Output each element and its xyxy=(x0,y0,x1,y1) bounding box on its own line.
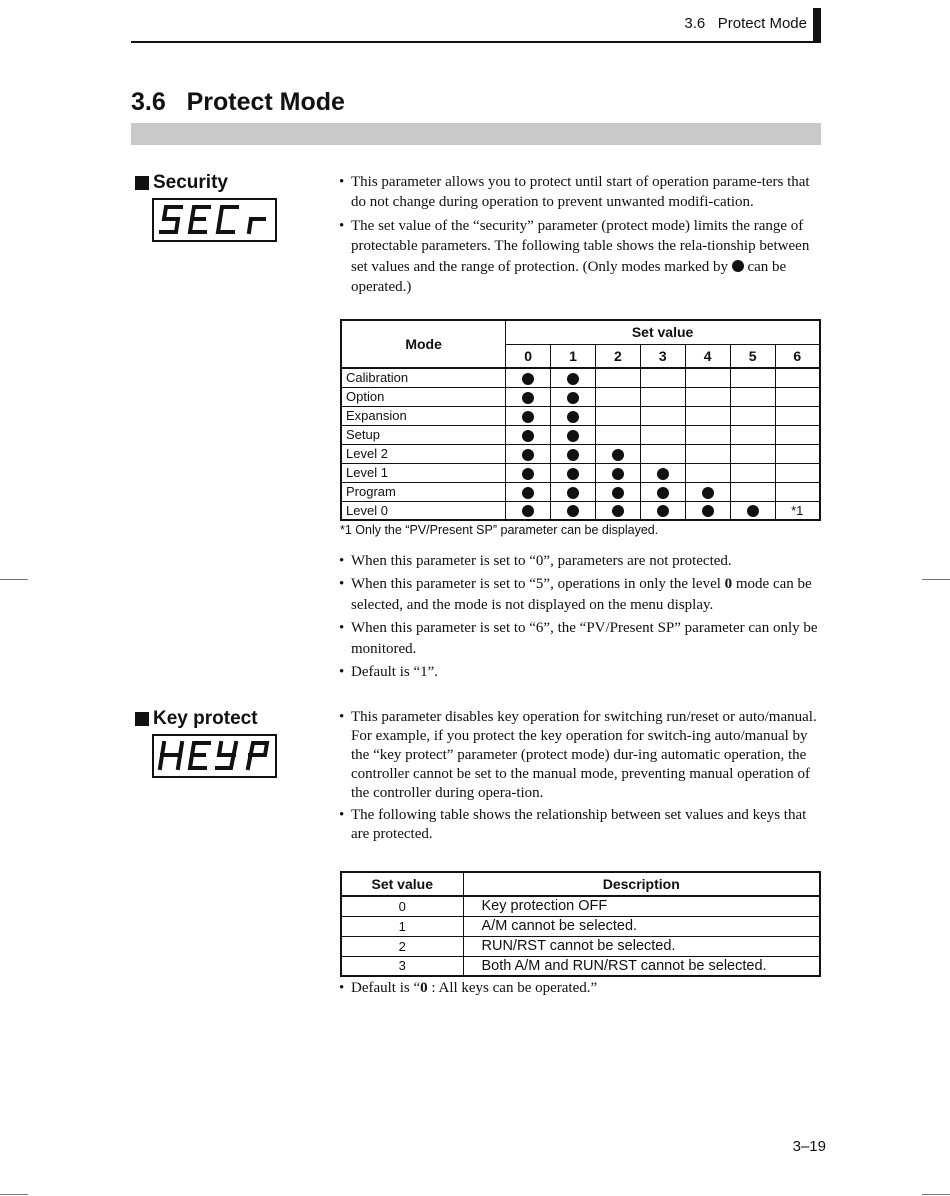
filled-circle-icon xyxy=(702,487,714,499)
set-value-cell xyxy=(506,463,551,482)
set-value-cell xyxy=(506,368,551,387)
security-bullet-4 xyxy=(337,574,821,615)
set-value-cell xyxy=(551,368,596,387)
security-table-body xyxy=(341,368,820,520)
key-protect-default-bullet xyxy=(337,978,821,998)
set-value-cell xyxy=(730,444,775,463)
page-number: 3–19 xyxy=(792,1138,826,1155)
set-value-cell xyxy=(775,444,820,463)
key-table-description: Key protection OFF xyxy=(463,896,820,916)
running-header-title: 3.6 Protect Mode xyxy=(684,15,807,32)
filled-circle-icon xyxy=(612,468,624,480)
set-value-cell xyxy=(551,387,596,406)
set-value-cell xyxy=(551,482,596,501)
crop-mark-bottom-left xyxy=(0,1194,28,1195)
set-value-cell xyxy=(506,425,551,444)
set-value-cell xyxy=(506,501,551,520)
filled-circle-icon xyxy=(657,468,669,480)
set-value-cell xyxy=(685,463,730,482)
security-footnote: *1 Only the “PV/Present SP” parameter can be displayed. xyxy=(340,523,659,537)
set-value-cell xyxy=(595,368,640,387)
key-protect-bullet-2: • The following table shows the relationship between set values and keys that are protected. xyxy=(337,806,821,844)
set-value-cell xyxy=(551,406,596,425)
set-value-cell xyxy=(551,501,596,520)
table-row xyxy=(341,406,820,425)
filled-circle-icon xyxy=(567,505,579,517)
set-value-cell xyxy=(506,406,551,425)
set-value-cell xyxy=(685,482,730,501)
set-value-cell xyxy=(506,482,551,501)
filled-circle-icon xyxy=(522,487,534,499)
set-value-col-header: 1 xyxy=(551,344,596,368)
key-table-value: 0 xyxy=(341,896,463,916)
set-value-cell xyxy=(775,406,820,425)
table-row xyxy=(341,956,820,976)
key-table-description: RUN/RST cannot be selected. xyxy=(463,936,820,956)
key-table-header-set-value: Set value xyxy=(341,872,463,896)
table-row xyxy=(341,387,820,406)
square-bullet-icon xyxy=(135,712,149,726)
key-protect-default xyxy=(337,978,821,1001)
mode-name: Setup xyxy=(341,425,506,444)
table-row xyxy=(341,444,820,463)
table-row xyxy=(341,896,820,916)
key-table-description: A/M cannot be selected. xyxy=(463,916,820,936)
set-value-cell xyxy=(640,425,685,444)
set-value-cell xyxy=(730,501,775,520)
set-value-cell xyxy=(775,463,820,482)
table-row xyxy=(341,463,820,482)
filled-circle-icon xyxy=(522,505,534,517)
set-value-cell xyxy=(730,368,775,387)
bullet-4-post: mode can be selected, and the mode is not displayed on the menu display. xyxy=(351,576,812,613)
key-table-header-description: Description xyxy=(463,872,820,896)
filled-circle-icon xyxy=(522,430,534,442)
crop-mark-bottom-right xyxy=(922,1194,950,1195)
mode-header: Mode xyxy=(341,320,506,368)
set-value-cell xyxy=(685,387,730,406)
mode-name: Expansion xyxy=(341,406,506,425)
filled-circle-icon xyxy=(612,487,624,499)
bullet-4-bold: 0 xyxy=(724,576,733,593)
filled-circle-icon xyxy=(567,373,579,385)
table-row xyxy=(341,936,820,956)
filled-circle-icon xyxy=(732,260,744,272)
filled-circle-icon xyxy=(612,505,624,517)
set-value-col-header: 0 xyxy=(506,344,551,368)
set-value-cell xyxy=(730,463,775,482)
filled-circle-icon xyxy=(657,505,669,517)
set-value-cell xyxy=(640,368,685,387)
filled-circle-icon xyxy=(657,487,669,499)
default-post: : All keys can be operated.” xyxy=(427,980,598,996)
key-protect-bullets xyxy=(337,708,821,847)
set-value-cell xyxy=(640,406,685,425)
security-bullet-2-text: The set value of the “security” parameter (protect mode) limits the range of protectable parameters. The following table shows the rela-tionship between set values and the range of protection. (Only modes marked by xyxy=(351,217,810,275)
set-value-cell xyxy=(506,444,551,463)
table-row xyxy=(341,425,820,444)
set-value-cell xyxy=(595,425,640,444)
set-value-cell xyxy=(595,406,640,425)
set-value-col-header: 6 xyxy=(775,344,820,368)
table-row xyxy=(341,482,820,501)
table-row xyxy=(341,501,820,520)
set-value-cell xyxy=(730,482,775,501)
set-value-cell xyxy=(595,501,640,520)
mode-name: Level 0 xyxy=(341,501,506,520)
security-bullet-2 xyxy=(337,216,821,298)
security-bullets-bottom xyxy=(337,551,821,685)
crop-mark-left xyxy=(0,579,28,580)
set-value-cell xyxy=(640,482,685,501)
set-value-cell xyxy=(730,387,775,406)
security-heading xyxy=(135,172,228,194)
mode-name: Level 1 xyxy=(341,463,506,482)
default-pre: Default is “ xyxy=(351,980,421,996)
set-value-cell xyxy=(595,463,640,482)
set-value-cell xyxy=(640,463,685,482)
set-value-col-header: 3 xyxy=(640,344,685,368)
mode-name: Level 2 xyxy=(341,444,506,463)
filled-circle-icon xyxy=(522,373,534,385)
section-title: 3.6 Protect Mode xyxy=(131,88,345,116)
set-value-cell xyxy=(551,463,596,482)
set-value-cell: *1 xyxy=(775,501,820,520)
set-value-cell xyxy=(685,425,730,444)
set-value-col-header: 5 xyxy=(730,344,775,368)
set-value-cell xyxy=(685,368,730,387)
key-protect-table xyxy=(340,871,821,977)
set-value-cell xyxy=(595,444,640,463)
header-tab-marker xyxy=(813,8,821,43)
set-value-col-header: 4 xyxy=(685,344,730,368)
set-value-cell xyxy=(595,387,640,406)
set-value-cell xyxy=(775,387,820,406)
set-value-cell xyxy=(730,425,775,444)
set-value-cell xyxy=(685,444,730,463)
key-protect-seven-seg-display xyxy=(152,734,277,778)
mode-name: Program xyxy=(341,482,506,501)
key-protect-heading xyxy=(135,708,258,730)
set-value-cell xyxy=(640,387,685,406)
table-row xyxy=(341,916,820,936)
security-seven-seg-display xyxy=(152,198,277,242)
key-protect-bullet-1: • This parameter disables key operation for switching run/reset or auto/manual. For example, if you protect the key operation for switch-ing auto/manual by the “key protect” parameter (protect mode) dur-ing automatic operation, the controller cannot be set to the manual mode, preventing manual operation of the controller during opera-tion. xyxy=(337,708,821,803)
filled-circle-icon xyxy=(522,449,534,461)
secr-segment-glyphs xyxy=(154,200,275,240)
set-value-cell xyxy=(595,482,640,501)
security-bullet-6: • Default is “1”. xyxy=(337,662,821,682)
crop-mark-right xyxy=(922,579,950,580)
security-heading-label: Security xyxy=(153,172,228,193)
security-bullet-2-tail: can be operated.) xyxy=(351,258,787,296)
set-value-cell xyxy=(775,482,820,501)
mode-name: Option xyxy=(341,387,506,406)
set-value-cell xyxy=(685,406,730,425)
mode-name: Calibration xyxy=(341,368,506,387)
set-value-cell xyxy=(640,444,685,463)
set-value-cell xyxy=(685,501,730,520)
bullet-4-pre: When this parameter is set to “5”, operations in only the level xyxy=(351,576,721,593)
security-bullet-5: • When this parameter is set to “6”, the “PV/Present SP” parameter can only be monitored. xyxy=(337,618,821,659)
set-value-cell xyxy=(775,425,820,444)
key-table-value: 3 xyxy=(341,956,463,976)
filled-circle-icon xyxy=(522,411,534,423)
filled-circle-icon xyxy=(612,449,624,461)
security-bullet-3: • When this parameter is set to “0”, parameters are not protected. xyxy=(337,551,821,571)
security-table xyxy=(340,319,821,521)
filled-circle-icon xyxy=(702,505,714,517)
filled-circle-icon xyxy=(567,392,579,404)
key-table-description: Both A/M and RUN/RST cannot be selected. xyxy=(463,956,820,976)
security-bullet-1: • This parameter allows you to protect until start of operation parame-ters that do not change during operation to prevent unwanted modifi-cation. xyxy=(337,172,821,213)
filled-circle-icon xyxy=(567,411,579,423)
filled-circle-icon xyxy=(522,392,534,404)
key-table-value: 1 xyxy=(341,916,463,936)
heyp-segment-glyphs xyxy=(154,736,275,776)
filled-circle-icon xyxy=(567,430,579,442)
key-table-value: 2 xyxy=(341,936,463,956)
set-value-cell xyxy=(551,444,596,463)
filled-circle-icon xyxy=(567,449,579,461)
set-value-cell xyxy=(640,501,685,520)
set-value-cell xyxy=(506,387,551,406)
square-bullet-icon xyxy=(135,176,149,190)
key-protect-heading-label: Key protect xyxy=(153,708,258,729)
default-bold: 0 xyxy=(420,980,428,996)
security-bullets-top xyxy=(337,172,821,300)
set-value-header: Set value xyxy=(506,320,820,344)
filled-circle-icon xyxy=(567,468,579,480)
filled-circle-icon xyxy=(522,468,534,480)
filled-circle-icon xyxy=(747,505,759,517)
filled-circle-icon xyxy=(567,487,579,499)
set-value-cell xyxy=(551,425,596,444)
set-value-cell xyxy=(775,368,820,387)
title-band xyxy=(131,123,821,145)
set-value-cell xyxy=(730,406,775,425)
table-row xyxy=(341,368,820,387)
set-value-col-header: 2 xyxy=(595,344,640,368)
running-header xyxy=(131,8,821,43)
